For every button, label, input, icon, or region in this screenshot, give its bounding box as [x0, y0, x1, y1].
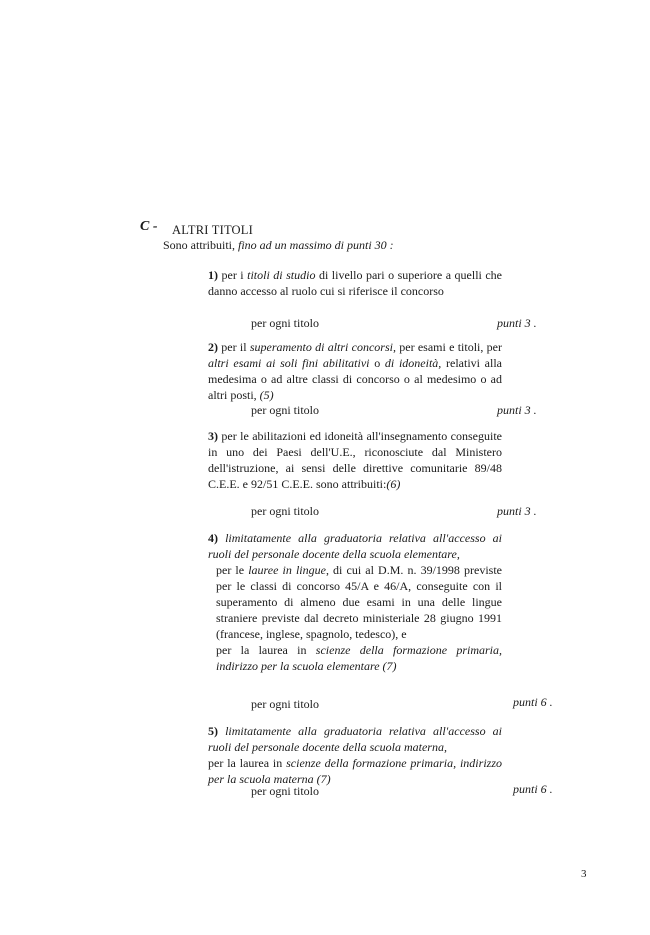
text-run: altri esami ai soli fini abilitativi — [208, 356, 370, 370]
item-number: 3) — [208, 429, 218, 443]
text-run: per il — [218, 340, 250, 354]
text-run: superamento di altri concorsi, — [249, 340, 396, 354]
item-5-lead-text: limitatamente alla graduatoria relativa all'accesso ai ruoli del personale docente della scuola materna, — [208, 724, 502, 754]
item-number: 2) — [208, 340, 218, 354]
text-run: per esami e titoli, per — [395, 340, 502, 354]
text-run: per le abilitazioni ed idoneità all'insegnamento conseguite in uno dei Paesi dell'U.E., riconosciute dal Ministero dell'istruzione, ai sensi delle direttive comunitarie 89/48 C.E.E. e 92/51 C.E.E. sono attribuiti: — [208, 429, 502, 491]
item-5-points: punti 6 . — [513, 782, 553, 796]
text-run: per i — [218, 268, 248, 282]
item-number: 4) — [208, 531, 218, 545]
item-3-text — [208, 428, 502, 492]
text-run: di idoneità, — [384, 356, 442, 370]
intro-prefix: Sono attribuiti, — [163, 238, 238, 252]
text-run: titoli di studio — [247, 268, 316, 282]
section-title: ALTRI TITOLI — [172, 223, 253, 237]
item-3-per-ogni-titolo: per ogni titolo — [251, 504, 319, 518]
item-4-lead — [208, 530, 502, 562]
item-3 — [208, 428, 502, 492]
item-2-text — [208, 339, 502, 403]
page-number: 3 — [581, 868, 587, 880]
item-3-points: punti 3 . — [497, 504, 537, 518]
text-run: per la laurea in — [208, 756, 287, 770]
text-run: o — [369, 356, 385, 370]
item-4-sub1 — [208, 562, 502, 642]
item-2 — [208, 339, 502, 403]
text-run: (6) — [386, 477, 401, 491]
item-4-points: punti 6 . — [513, 695, 553, 709]
item-1 — [208, 267, 502, 299]
text-run: scienze della formazione primaria, indirizzo per la scuola elementare (7) — [216, 643, 502, 673]
text-run: per la laurea in — [216, 643, 316, 657]
item-number: 1) — [208, 268, 218, 282]
item-5-per-ogni-titolo: per ogni titolo — [251, 784, 319, 798]
item-2-per-ogni-titolo: per ogni titolo — [251, 403, 319, 417]
intro-emphasis: fino ad un massimo di punti 30 : — [238, 238, 394, 252]
item-4 — [208, 530, 502, 674]
item-4-per-ogni-titolo: per ogni titolo — [251, 697, 319, 711]
text-run: per le — [216, 563, 249, 577]
section-intro — [163, 237, 394, 253]
item-1-per-ogni-titolo: per ogni titolo — [251, 316, 319, 330]
item-4-lead-text: limitatamente alla graduatoria relativa all'accesso ai ruoli del personale docente della scuola elementare, — [208, 531, 502, 561]
item-2-points: punti 3 . — [497, 403, 537, 417]
text-run: , di cui al D.M. n. 39/1998 previste per le classi di concorso 45/A e 46/A, conseguite con il superamento di almeno due esami in una delle lingue straniere previste dal decreto ministeriale 28 giugno 1991 (francese, inglese, spagnolo, tedesco), e — [216, 563, 502, 641]
text-run: lauree in lingue — [248, 563, 326, 577]
item-1-text — [208, 267, 502, 299]
text-run: relativi alla medesima o ad altre classi di concorso o al medesimo o ad altri posti, — [208, 356, 503, 402]
item-5-lead — [208, 723, 502, 755]
text-run: scienze della formazione primaria, indirizzo per la scuola materna (7) — [208, 756, 502, 786]
item-5 — [208, 723, 502, 787]
item-4-sub2 — [208, 642, 502, 674]
item-number: 5) — [208, 724, 218, 738]
item-1-points: punti 3 . — [497, 316, 537, 330]
text-run: (5) — [259, 388, 274, 402]
section-letter: C - — [140, 219, 158, 234]
text-run: di livello pari o superiore a quelli che danno accesso al ruolo cui si riferisce il concorso — [208, 268, 503, 298]
